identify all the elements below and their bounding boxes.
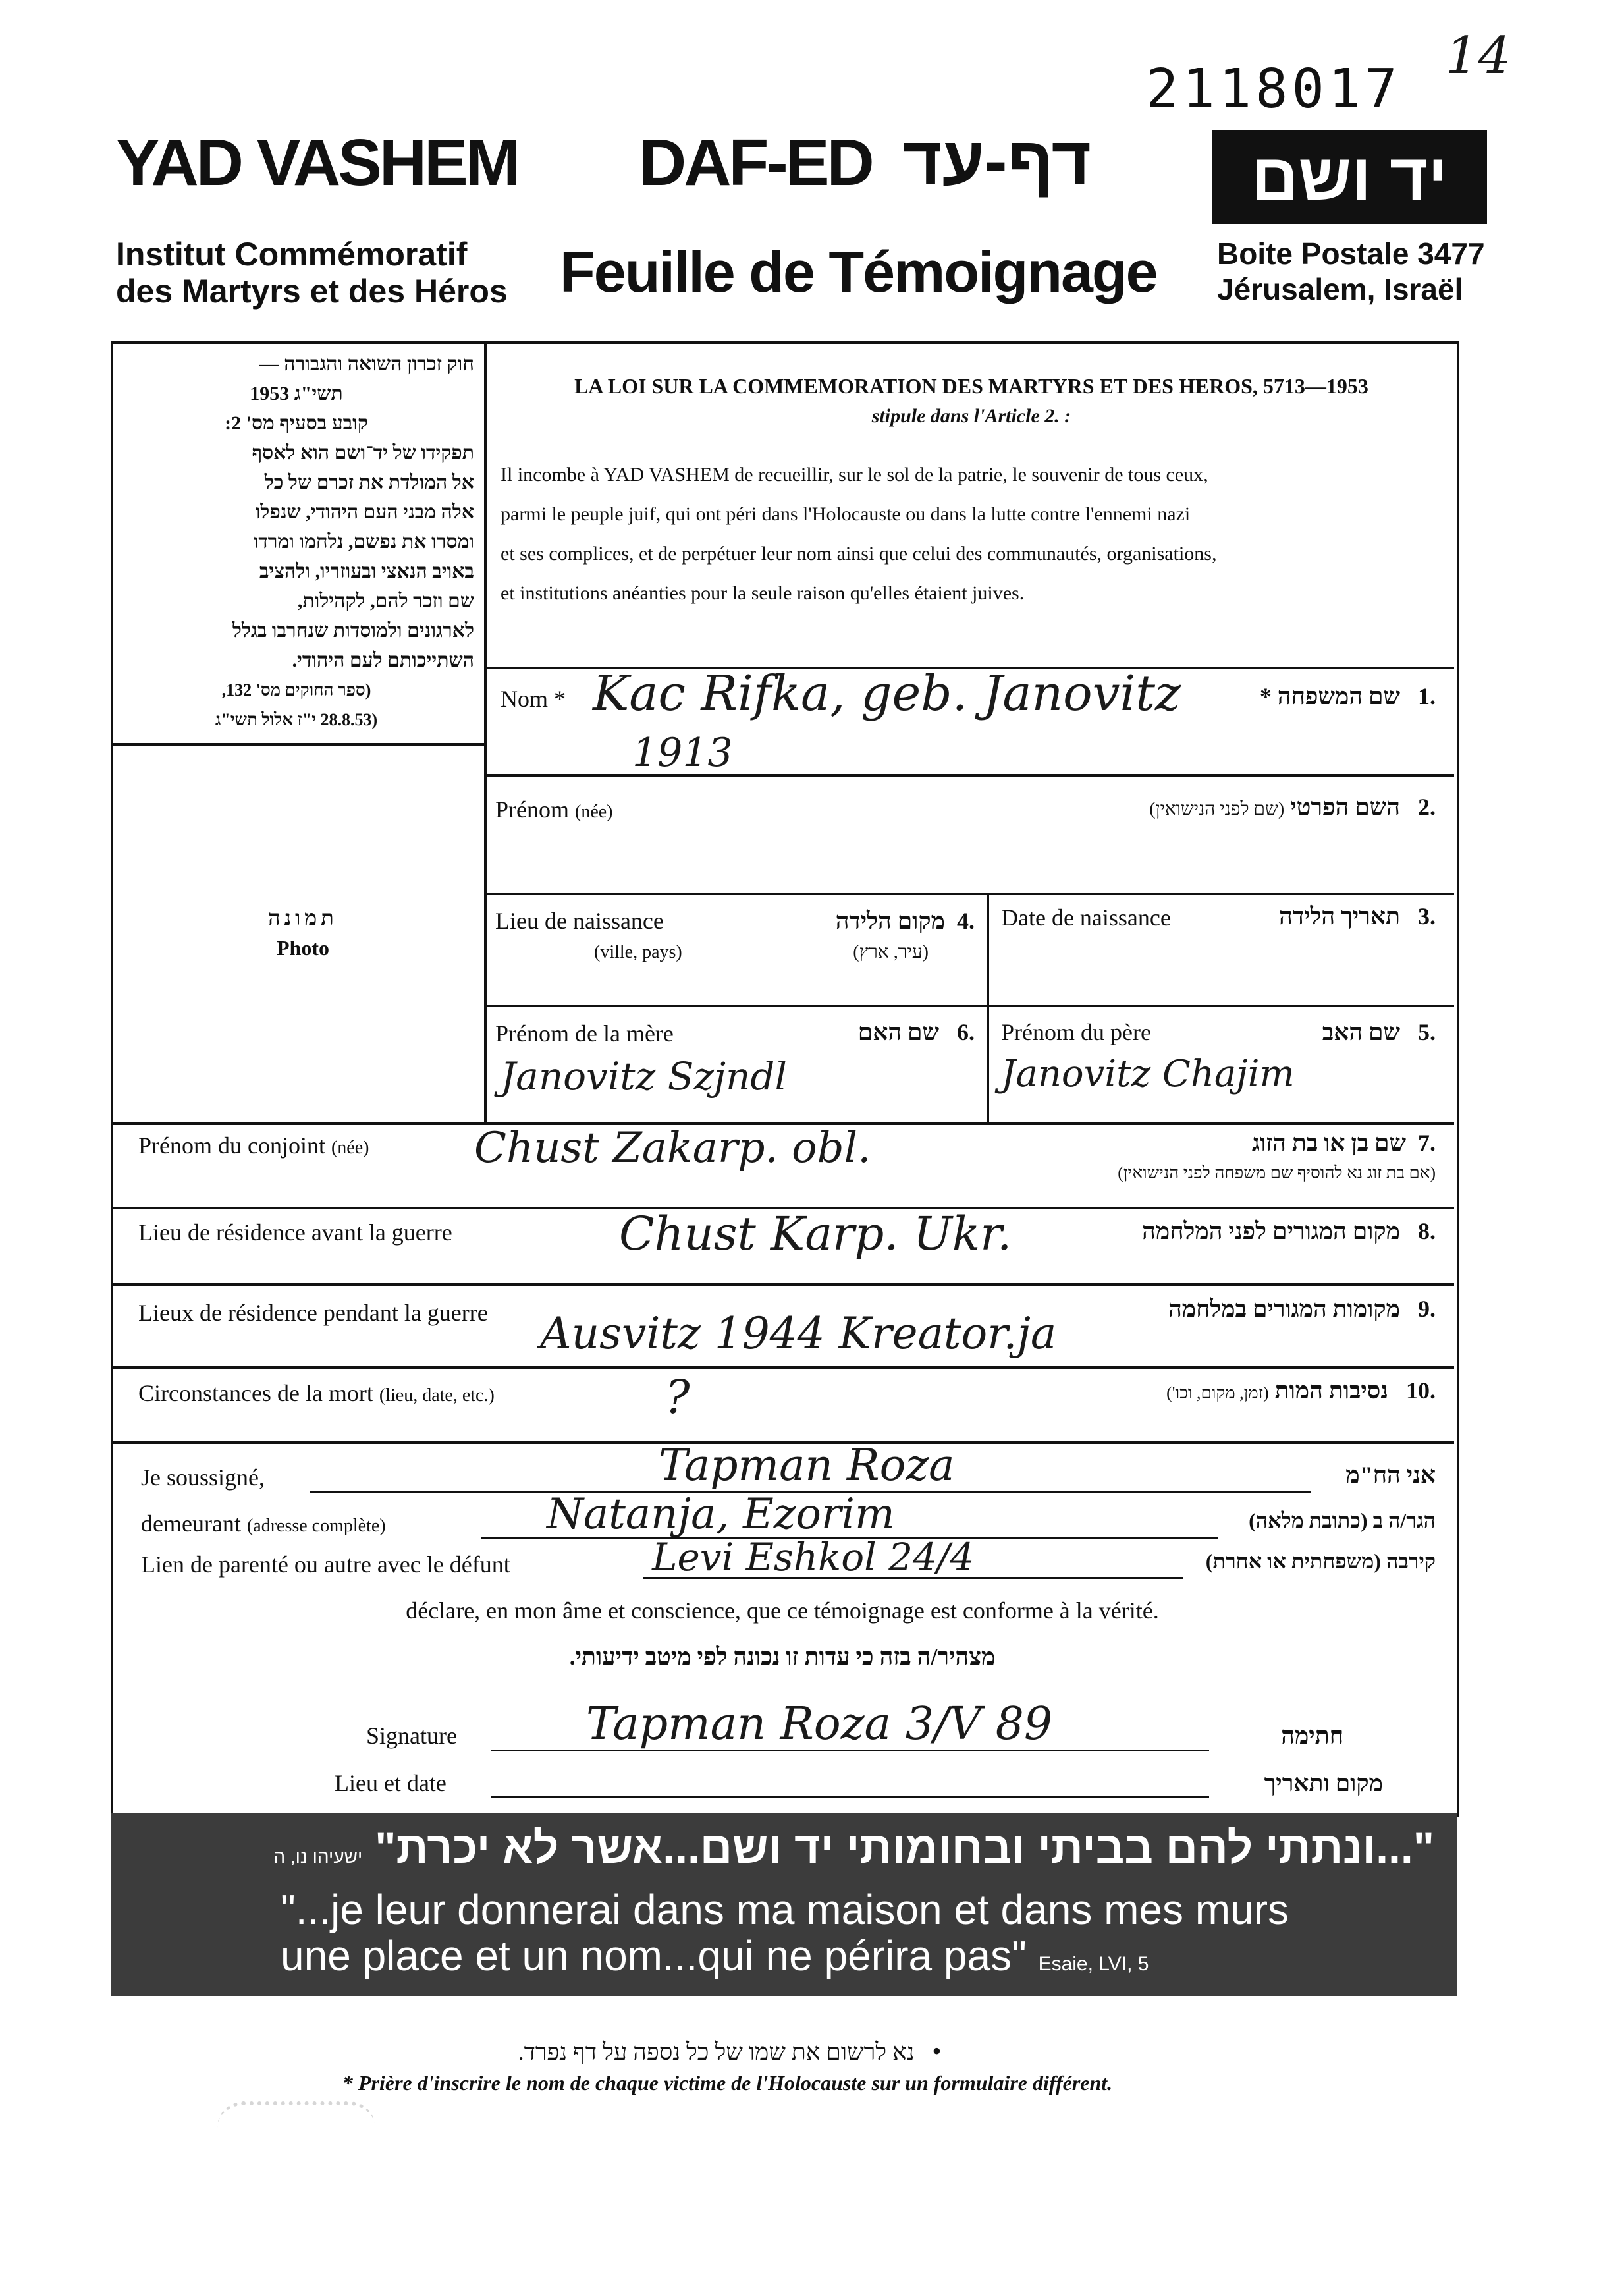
banner-french-line-2: une place et un nom...qui ne périra pas" [281,1932,1027,1979]
field-8-he-text: מקום המגורים לפני המלחמה [1142,1218,1400,1244]
field-7-label-fr [138,1132,369,1159]
field-10-fr-text: Circonstances de la mort [138,1380,373,1406]
lien-he: קירבה (משפחתית או אחרת) [1205,1549,1436,1573]
law-title: LA LOI SUR LA COMMEMORATION DES MARTYRS ET DES HEROS, 5713—1953 [574,374,1368,398]
yad-vashem-logo [1212,130,1487,224]
footer-note-fr-text: Prière d'inscrire le nom de chaque victime de l'Holocauste sur un formulaire différent. [358,2071,1113,2095]
yad-vashem-title: YAD VASHEM [116,126,518,200]
left-law-ref-1: (ספר החוקים מס' 132, [221,680,371,700]
field-3-label-he [1238,902,1436,930]
field-8-label-he [1027,1217,1436,1245]
footer-note-fr [342,2071,1112,2095]
photo-label-hebrew: תמונה [268,906,338,929]
left-law-line: אל המולדת את זכרם של כל [264,472,474,493]
field-7-fr-small: (née) [331,1138,369,1158]
field-3-label-fr: Date de naissance [1001,904,1171,931]
declare-fr: déclare, en mon âme et conscience, que ce témoignage est conforme à la vérité. [406,1597,1159,1624]
signature-he: חתימה [1281,1723,1343,1749]
field-3-he-text: תאריך הלידה [1279,903,1400,929]
field-4-num: .4 [957,908,975,934]
field-8-num: .8 [1418,1218,1436,1244]
photo-label [198,902,408,963]
field-2-label-fr [495,796,613,823]
field-1-num: .1 [1418,683,1436,709]
field-7-label-he [935,1128,1436,1188]
demeurant-label [141,1510,386,1537]
field-7-he-text: שם בן או בת הזוג [1252,1130,1406,1156]
law-line-1: Il incombe à YAD VASHEM de recueillir, sur le sol de la patrie, le souvenir de tous ceux, [501,464,1208,485]
field-10-fr-small: (lieu, date, etc.) [379,1385,495,1406]
field-2-fr-text: Prénom [495,796,569,823]
field-1-label-fr: Nom * [501,686,566,712]
field-4-he-small: (עיר, ארץ) [853,942,929,962]
left-box-bottom [111,743,486,746]
field-4-label-he [724,905,975,968]
photo-label-french: Photo [277,936,329,960]
field-6-he-text: שם האם [857,1019,939,1045]
signature-label: Signature [366,1723,457,1749]
field-4-fr-small: (ville, pays) [594,942,682,962]
field-7-fr-text: Prénom du conjoint [138,1132,325,1159]
left-law-line: ומסרו את נפשם, נלחמו ומרדו [253,531,474,553]
field-4-he-text: מקום הלידה [835,908,945,934]
field-5-num: .5 [1418,1019,1436,1045]
faint-stamp-mark [217,2101,375,2165]
field-10-value: ? [665,1370,690,1424]
left-law-line: באויב הנאצי ובעוזריו, ולהציב [259,561,474,582]
field-2-he-text: השם הפרטי [1290,794,1400,820]
left-law-line: אלה מבני העם היהודי, שנפלו [255,501,474,523]
lien-label: Lien de parenté ou autre avec le défunt [141,1551,510,1578]
field-10-num: .10 [1406,1377,1436,1404]
je-soussigne-value: Tapman Roza [659,1440,955,1491]
address [1217,236,1485,307]
institute-name [116,236,508,310]
left-law-line: קובע בסעיף מס' 2: [225,412,368,434]
demeurant-text: demeurant [141,1510,241,1537]
declare-he: מצהיר/ה בזה כי עדות זו נכונה לפי מיטב ידיעותי. [569,1643,996,1670]
demeurant-he: הגר/ה ב (כתובת מלאה) [1249,1508,1436,1532]
field-7-value: Chust Zakarp. obl. [474,1124,871,1172]
lieu-date-line [491,1796,1209,1798]
logo-hebrew-text: יד ושם [1251,140,1448,214]
row-line-9-top [111,1283,1454,1286]
address-line-2: Jérusalem, Israël [1217,272,1463,306]
footer-bullet: • [932,2036,942,2066]
left-law-box [119,349,474,734]
daf-ed-hebrew: דף-עד [902,123,1092,200]
row-line-2-top [484,774,1454,777]
row-line-4-top [484,1005,1454,1007]
field-7-num: .7 [1418,1130,1436,1156]
field-10-he-small: (זמן, מקום, וכו') [1166,1383,1269,1402]
je-soussigne-label: Je soussigné, [141,1464,265,1491]
lieu-date-he: מקום ותאריך [1264,1770,1383,1796]
field-6-value: Janovitz Szjndl [501,1054,788,1099]
field-1-he-text: שם המשפחה * [1259,683,1400,709]
quote-banner [111,1813,1457,1996]
footer-note-he-text: נא לרשום את שמו של כל נספה על דף נפרד. [518,2039,915,2065]
field-5-value: Janovitz Chajim [1001,1053,1295,1095]
form-title: Feuille de Témoignage [560,239,1157,304]
field-9-label-he [1054,1295,1436,1323]
signature-value: Tapman Roza 3/V 89 [586,1698,1053,1750]
field-5-label-he [1251,1018,1436,1046]
left-law-ref-2: (28.8.53 י"ז אלול תשי"ג [215,710,378,729]
field-2-num: .2 [1418,794,1436,820]
law-line-4: et institutions anéanties pour la seule raison qu'elles étaient juives. [501,582,1025,604]
daf-ed-title: DAF-ED [639,126,872,200]
page-number-handwritten: 14 [1446,26,1511,86]
law-subtitle: stipule dans l'Article 2. : [871,405,1071,427]
institute-line-1: Institut Commémoratif [116,236,468,273]
law-line-3: et ses complices, et de perpétuer leur nom ainsi que celui des communautés, organisations, [501,543,1217,565]
left-law-line: שם וזכר להם, לקהילות, [297,590,474,612]
field-1-value-year: 1913 [632,730,733,776]
banner-french-ref: Esaie, LVI, 5 [1038,1953,1149,1975]
field-2-label-he [1041,793,1436,821]
demeurant-value: Natanja, Ezorim [547,1490,895,1539]
field-5-he-text: שם האב [1322,1019,1400,1045]
field-10-label-fr [138,1379,495,1407]
field-10-label-he [988,1377,1436,1404]
footer-note-he [111,2035,1349,2066]
field-4-label-fr [495,905,682,968]
left-law-line: השתייכותם לעם היהודי. [292,649,474,671]
field-6-label-he [757,1018,975,1046]
left-column-divider [484,341,487,1125]
law-section [501,374,1442,613]
field-4-fr-text: Lieu de naissance [495,908,664,934]
field-3-num: .3 [1418,903,1436,929]
field-2-he-small: (שם לפני הנישואין) [1149,799,1285,819]
row-line-3-top [484,893,1454,895]
footer-star: * [342,2071,353,2095]
left-law-line: תשי"ג 1953 [250,383,343,404]
field-9-he-text: מקומות המגורים במלחמה [1168,1296,1400,1322]
banner-french-quote [281,1887,1289,1987]
field-7-he-small: (אם בת זוג נא להוסיף שם משפחה לפני הנישואין) [1118,1163,1436,1182]
field-6-num: .6 [957,1019,975,1045]
field-6-label-fr: Prénom de la mère [495,1020,674,1047]
field-5-label-fr: Prénom du père [1001,1019,1151,1045]
banner-hebrew-ref: ישעיהו נו, ה [273,1846,363,1867]
demeurant-small: (adresse complète) [246,1516,386,1536]
field-9-value: Ausvitz 1944 Kreator.ja [540,1308,1057,1359]
row-line-4-divider [987,893,989,1125]
field-9-num: .9 [1418,1296,1436,1322]
field-2-fr-small: (née) [575,802,613,822]
field-10-he-text: נסיבות המות [1274,1377,1388,1404]
banner-hebrew-text: "...ונתתי להם בביתי ובחומותי יד ושם...אשר לא יכרת" [375,1823,1434,1873]
address-line-1: Boite Postale 3477 [1217,236,1485,271]
left-law-line: תפקידו של יד־ושם הוא לאסף [252,442,474,464]
lieu-date-label: Lieu et date [335,1770,447,1796]
field-1-value: Kac Rifka, geb. Janovitz [593,665,1181,722]
document-id: 2118017 [1146,58,1401,121]
field-8-value: Chust Karp. Ukr. [619,1207,1012,1261]
law-line-2: parmi le peuple juif, qui ont péri dans l'Holocauste ou dans la lutte contre l'ennemi nazi [501,503,1191,525]
institute-line-2: des Martyrs et des Héros [116,273,508,310]
left-law-line: חוק זכרון השואה והגבורה — [259,353,474,375]
row-line-10-top [111,1366,1454,1369]
left-law-line: לארגונים ולמוסדות שנחרבו בגלל [232,620,474,642]
field-9-label-fr: Lieux de résidence pendant la guerre [138,1300,488,1326]
field-8-label-fr: Lieu de résidence avant la guerre [138,1219,452,1246]
banner-hebrew-quote [269,1822,1434,1873]
je-soussigne-he: אני הח"מ [1345,1462,1436,1488]
lien-value: Levi Eshkol 24/4 [652,1535,975,1580]
banner-french-line-1: "...je leur donnerai dans ma maison et dans mes murs [281,1886,1289,1933]
